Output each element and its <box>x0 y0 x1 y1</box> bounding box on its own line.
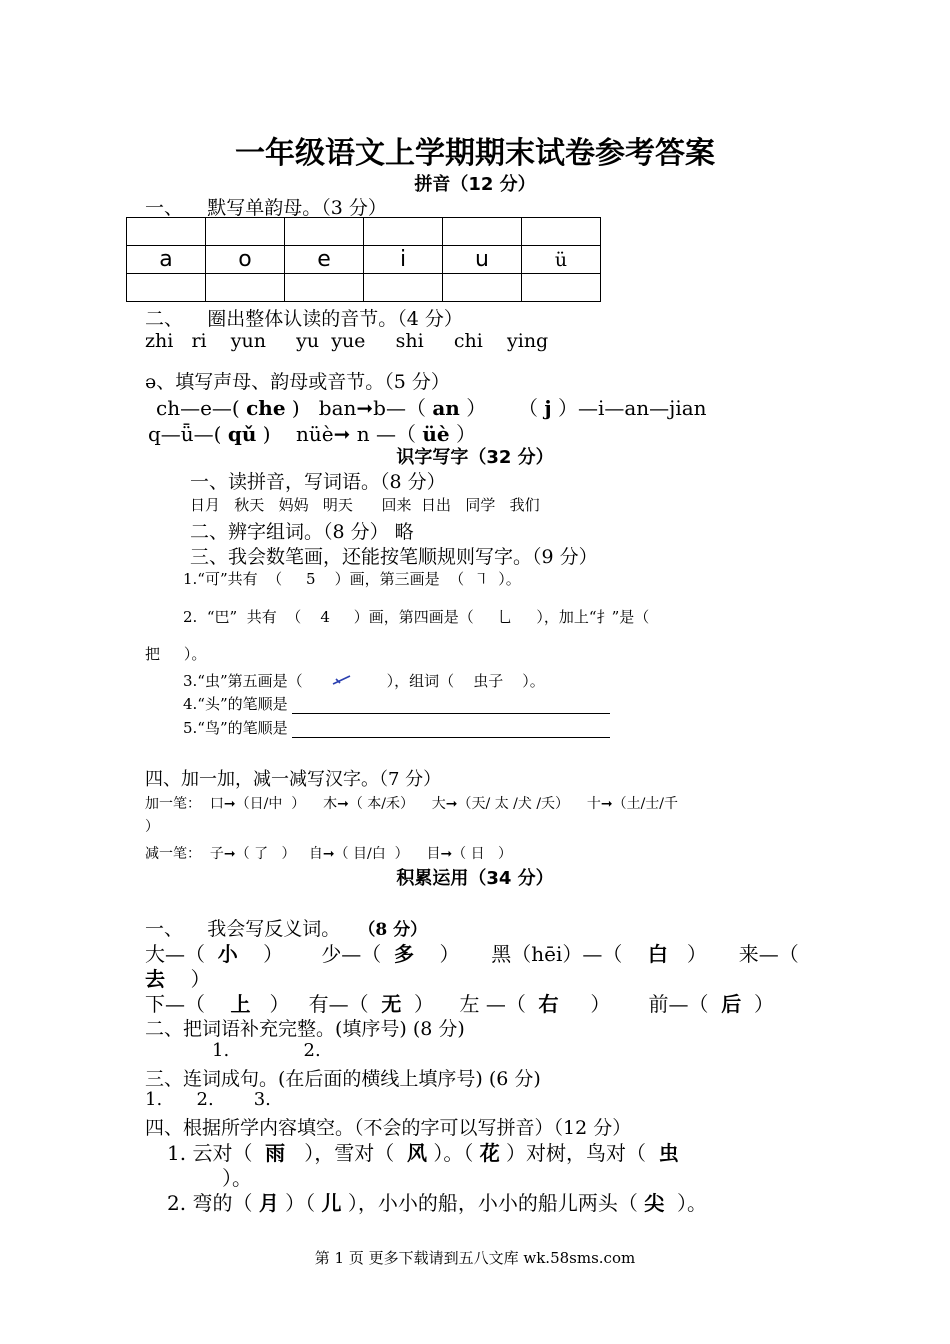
text: ）对树，鸟对（ <box>506 1141 647 1165</box>
section-jilei-heading: 积累运用（34 分） <box>396 868 554 889</box>
stroke-q4 <box>183 693 610 714</box>
answer: （土/士/千 <box>612 796 679 812</box>
text: ）。（ <box>433 1141 474 1165</box>
answer: 儿 <box>321 1191 342 1215</box>
add-stroke-tail: ） <box>145 819 159 835</box>
answer: 右 <box>538 992 559 1016</box>
stroke-q2-cont: 把 ）。 <box>145 645 207 663</box>
q-number: 一、 <box>145 918 184 940</box>
answer: （ 日 ） <box>452 846 512 862</box>
text: ） <box>590 992 611 1016</box>
char: 自 <box>308 846 323 862</box>
q-jilei-3-nums: 1. 2. 3. <box>145 1089 271 1110</box>
answer: j <box>544 396 552 420</box>
stroke-q5 <box>183 717 610 738</box>
text: ），组词（ 虫子 ）。 <box>386 672 545 690</box>
text: 来—（ <box>738 942 799 966</box>
text: 下—（ <box>145 992 205 1016</box>
answer: 小 <box>217 942 238 966</box>
arrow-icon: ➞ <box>223 796 236 812</box>
answer: 雨 <box>265 1141 286 1165</box>
arrow-icon: ➞ <box>333 422 351 446</box>
text: ） <box>269 992 290 1016</box>
char: 木 <box>323 796 338 812</box>
char: 十 <box>586 796 601 812</box>
q-jilei-1 <box>145 914 427 941</box>
answer: 后 <box>721 992 742 1016</box>
fill-sentence-1-cont: ）。 <box>222 1166 252 1190</box>
answer: 风 <box>406 1141 427 1165</box>
stroke-q2: 2. “巴” 共有 （ 4 ）画，第四画是（ 乚 ），加上“扌”是（ <box>183 608 650 626</box>
section-pinyin-heading: 拼音（12 分） <box>414 174 536 195</box>
q-text: 圈出整体认读的音节。（4 分） <box>207 308 463 330</box>
text: ） <box>455 422 476 446</box>
q-shizi-2: 二、辨字组词。（8 分） 略 <box>190 521 414 543</box>
add-stroke-line <box>145 793 678 813</box>
answer: 去 <box>145 967 165 991</box>
answer: 花 <box>479 1141 500 1165</box>
text: ） <box>190 967 211 991</box>
arrow-icon: ➞ <box>600 796 613 812</box>
text: n —（ <box>356 422 416 446</box>
q-shizi-1: 一、读拼音，写词语。（8 分） <box>190 471 446 493</box>
q-pinyin-2 <box>145 304 463 331</box>
answer: üè <box>422 422 450 446</box>
answer: （ 了 ） <box>235 846 296 862</box>
text: ）（ <box>285 1191 316 1215</box>
text: ）。 <box>676 1191 707 1215</box>
q-number: 二、 <box>145 308 184 330</box>
answer-line <box>292 723 610 738</box>
text: ） <box>686 942 707 966</box>
words-line: 日月 秋天 妈妈 明天 回来 日出 同学 我们 <box>190 496 540 514</box>
text: b—（ <box>373 396 426 420</box>
text: 左 —（ <box>459 992 526 1016</box>
arrow-icon: ➞ <box>356 396 374 420</box>
text: 3.“虫”第五画是（ <box>183 672 303 690</box>
q-jilei-2-nums: 1. 2. <box>212 1040 321 1061</box>
text: ）—i—an—jian <box>557 396 707 420</box>
q-number: 一、 <box>145 197 184 219</box>
text: ） <box>263 942 284 966</box>
page-title: 一年级语文上学期期末试卷参考答案 <box>235 136 715 171</box>
vowel-table <box>126 217 601 302</box>
syllable-line: zhi ri yun yu yue shi chi ying <box>145 330 549 352</box>
answer: an <box>432 396 460 420</box>
text: ），小小的船，小小的船儿两头（ <box>347 1191 638 1215</box>
text: q—ǖ—( <box>148 422 222 446</box>
answer: （日/中 ） <box>235 796 306 812</box>
q-pinyin-3: ǝ、填写声母、韵母或音节。（5 分） <box>145 371 450 393</box>
answer: 多 <box>394 942 415 966</box>
page-footer: 第 1 页 更多下载请到五八文库 wk.58sms.com <box>314 1249 636 1267</box>
char: 大 <box>431 796 446 812</box>
text: 5.“鸟”的笔顺是 <box>183 719 288 737</box>
section-shizi-heading: 识字写字（32 分） <box>396 447 554 468</box>
sub-stroke-line <box>145 843 512 863</box>
text: 黑（hēi）—（ <box>491 942 623 966</box>
arrow-icon: ➞ <box>445 796 458 812</box>
q-shizi-3: 三、我会数笔画，还能按笔顺规则写字。（9 分） <box>190 546 598 568</box>
arrow-icon: ➞ <box>223 846 236 862</box>
answer: （天/ 太 /犬 /夭） <box>457 796 570 812</box>
answer: （ 本/禾） <box>348 796 414 812</box>
answer-line <box>292 699 610 714</box>
text: ch—e—( <box>156 396 240 420</box>
vowel-cell: u <box>443 246 522 274</box>
label: 加一笔： <box>145 796 201 812</box>
score: （8 分） <box>358 920 428 940</box>
text: 前—（ <box>648 992 709 1016</box>
answer: 上 <box>230 992 251 1016</box>
vowel-cell: ü <box>522 246 601 274</box>
vowel-cell: i <box>364 246 443 274</box>
label: 减一笔： <box>145 846 201 862</box>
answer: 白 <box>647 942 668 966</box>
char: 目 <box>426 846 441 862</box>
fill-line-1 <box>156 392 707 421</box>
text: ) nüè <box>262 422 334 446</box>
arrow-icon: ➞ <box>440 846 453 862</box>
vowel-cell: e <box>285 246 364 274</box>
q-shizi-4: 四、加一加，减一减写汉字。（7 分） <box>145 769 442 790</box>
text: 4.“头”的笔顺是 <box>183 695 288 713</box>
q-pinyin-1 <box>145 193 387 220</box>
answer: qǔ <box>227 422 257 446</box>
text: ） <box>439 942 460 966</box>
text: 有—（ <box>308 992 369 1016</box>
stroke-mark-icon <box>331 674 353 686</box>
q-text: 默写单韵母。（3 分） <box>207 197 387 219</box>
text: ) ban <box>291 396 357 420</box>
text: 少—（ <box>321 942 382 966</box>
char: 口 <box>209 796 224 812</box>
q-text: 我会写反义词。 <box>207 918 341 940</box>
stroke-q1: 1.“可”共有 （ 5 ）画，第三画是 （ ㇕ ）。 <box>183 570 521 588</box>
answer: 虫 <box>658 1141 679 1165</box>
text: 1. 云对（ <box>167 1141 253 1165</box>
text: ） <box>753 992 774 1016</box>
text: 2. 弯的（ <box>167 1191 253 1215</box>
answer: 尖 <box>644 1191 665 1215</box>
stroke-q3 <box>183 670 545 691</box>
text: 大—（ <box>145 942 205 966</box>
vowel-cell: a <box>127 246 206 274</box>
vowel-cell: o <box>206 246 285 274</box>
answer: 无 <box>381 992 402 1016</box>
answer: 月 <box>258 1191 279 1215</box>
answer: （ 目/白 ） <box>334 846 409 862</box>
arrow-icon: ➞ <box>337 796 349 812</box>
q-jilei-3: 三、连词成句。(在后面的横线上填序号) (6 分) <box>145 1068 541 1090</box>
fill-sentence-2 <box>167 1187 707 1216</box>
q-jilei-4: 四、根据所学内容填空。（不会的字可以写拼音）（12 分） <box>145 1117 632 1139</box>
text: ） <box>414 992 435 1016</box>
q-jilei-2: 二、把词语补充完整。(填序号) (8 分) <box>145 1018 465 1040</box>
char: 子 <box>209 846 224 862</box>
antonym-row-1 <box>145 938 799 967</box>
text: ），雪对（ <box>304 1141 395 1165</box>
answer: che <box>246 396 286 420</box>
arrow-icon: ➞ <box>322 846 335 862</box>
antonym-row-2 <box>145 988 774 1017</box>
text: ） （ <box>466 396 538 420</box>
